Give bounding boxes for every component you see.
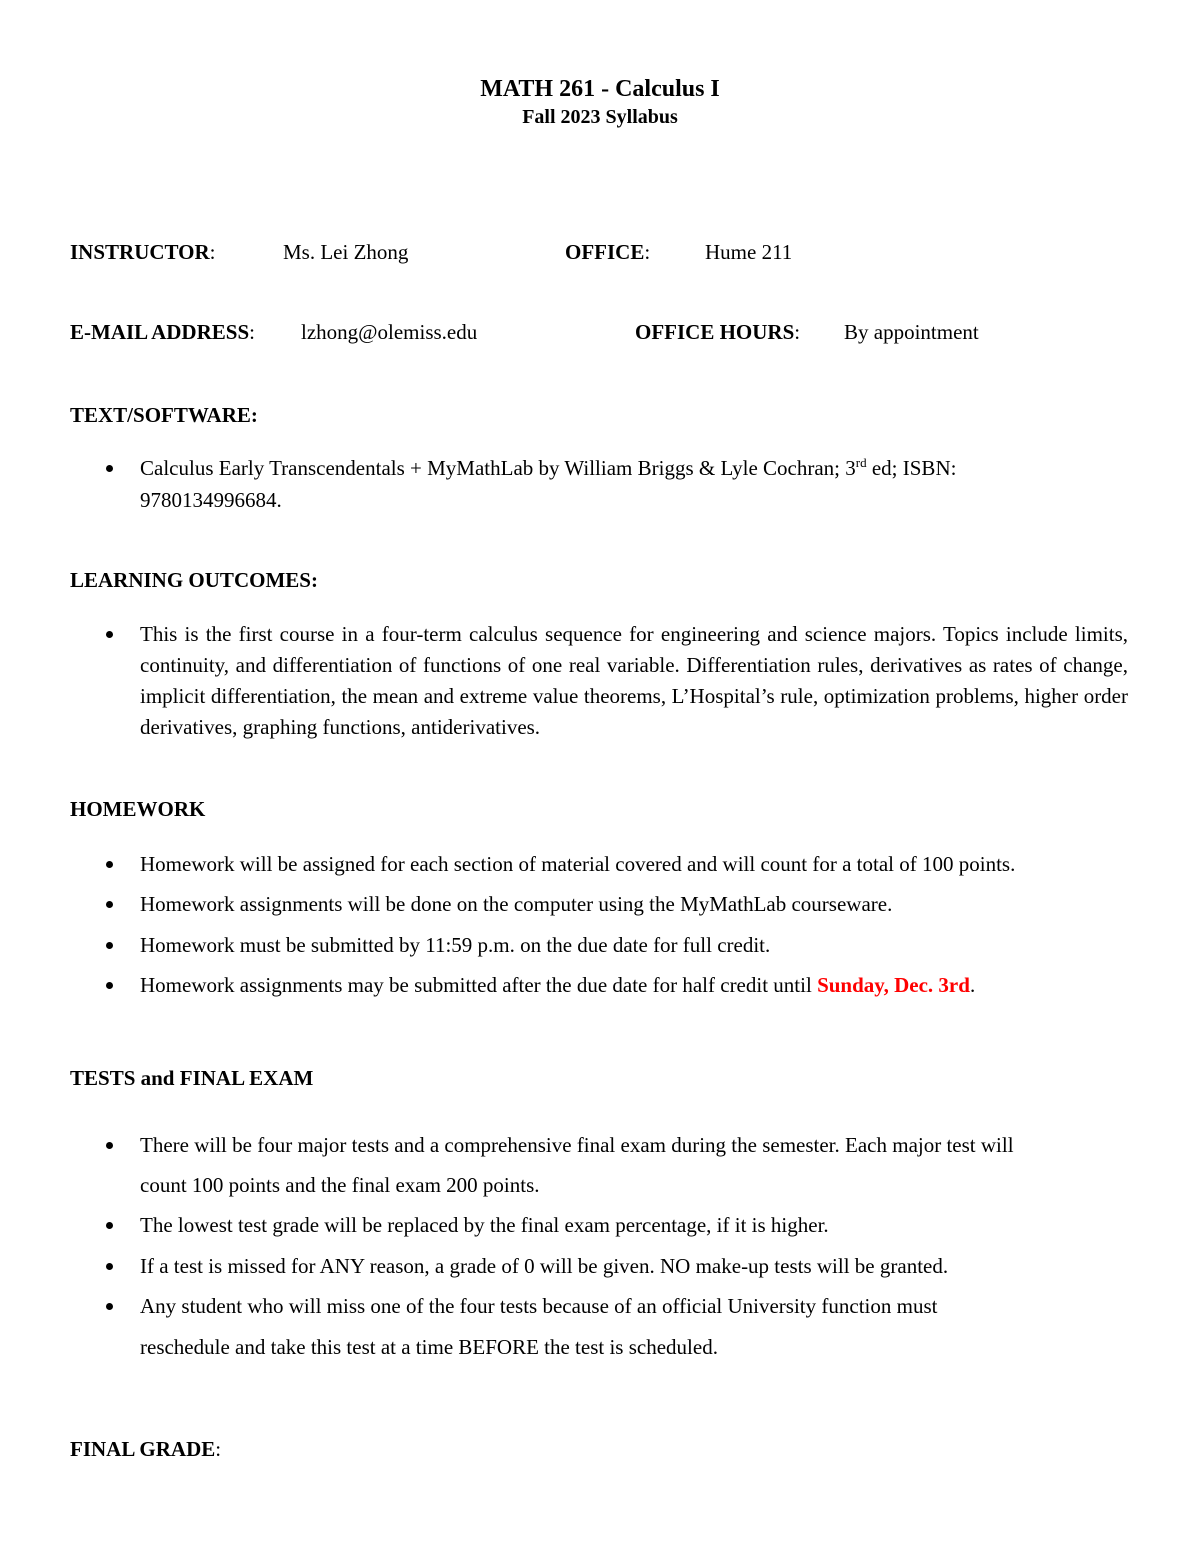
homework-heading: HOMEWORK: [70, 797, 206, 821]
bullet-icon: [106, 1263, 113, 1270]
textbook-isbn-label: ed; ISBN:: [866, 456, 957, 480]
textbook-text: Calculus Early Transcendentals + MyMathLab by William Briggs & Lyle Cochran; 3: [140, 456, 856, 480]
text-software-heading: TEXT/SOFTWARE:: [70, 403, 258, 427]
email-colon: :: [249, 320, 255, 344]
bullet-icon: [106, 1142, 113, 1149]
tests-item: reschedule and take this test at a time BEFORE the test is scheduled.: [140, 1335, 718, 1359]
instructor-label: INSTRUCTOR: [70, 240, 210, 264]
bullet-icon: [106, 982, 113, 989]
bullet-icon: [106, 465, 113, 472]
homework-item: Homework assignments will be done on the computer using the MyMathLab courseware.: [140, 892, 893, 916]
homework-item: Homework will be assigned for each section of material covered and will count for a total of 100 points.: [140, 852, 1016, 876]
office-value: Hume 211: [705, 240, 793, 264]
homework-item: [140, 975, 975, 996]
tests-item: There will be four major tests and a comprehensive final exam during the semester. Each major test will: [140, 1133, 1014, 1157]
instructor-colon: :: [209, 240, 216, 264]
late-policy-period: .: [969, 973, 976, 997]
bullet-icon: [106, 1222, 113, 1229]
instructor-value: Ms. Lei Zhong: [283, 240, 409, 264]
page-subtitle: Fall 2023 Syllabus: [522, 106, 678, 128]
final-grade-colon: :: [215, 1437, 222, 1461]
page-title: MATH 261 - Calculus I: [480, 76, 720, 102]
email-value: lzhong@olemiss.edu: [301, 320, 478, 344]
tests-item: The lowest test grade will be replaced by the final exam percentage, if it is higher.: [140, 1213, 829, 1237]
tests-item: count 100 points and the final exam 200 points.: [140, 1173, 540, 1197]
office-hours-value: By appointment: [844, 320, 979, 344]
bullet-icon: [106, 1303, 113, 1310]
final-grade-heading: FINAL GRADE: [70, 1437, 216, 1461]
textbook-isbn: 9780134996684.: [140, 488, 282, 512]
office-label: OFFICE: [565, 240, 645, 264]
office-colon: :: [644, 240, 651, 264]
bullet-icon: [106, 942, 113, 949]
office-hours-row: [635, 322, 800, 343]
tests-item: Any student who will miss one of the four tests because of an official University function must: [140, 1294, 938, 1318]
bullet-icon: [106, 861, 113, 868]
late-deadline: Sunday, Dec. 3rd: [817, 973, 970, 997]
late-policy-text: Homework assignments may be submitted after the due date for half credit until: [140, 973, 818, 997]
textbook-line1: [140, 455, 957, 480]
tests-item: If a test is missed for ANY reason, a grade of 0 will be given. NO make-up tests will be granted.: [140, 1254, 949, 1278]
office-hours-label: OFFICE HOURS: [635, 320, 795, 344]
final-grade-row: [70, 1439, 221, 1460]
email-row: [70, 322, 255, 343]
instructor-row: [70, 242, 216, 263]
homework-item: Homework must be submitted by 11:59 p.m. on the due date for full credit.: [140, 933, 771, 957]
learning-outcomes-heading: LEARNING OUTCOMES:: [70, 568, 318, 592]
bullet-icon: [106, 901, 113, 908]
office-row: [565, 242, 650, 263]
tests-heading: TESTS and FINAL EXAM: [70, 1066, 314, 1090]
email-label: E-MAIL ADDRESS: [70, 320, 250, 344]
office-hours-colon: :: [794, 320, 801, 344]
learning-outcomes-text: This is the first course in a four-term calculus sequence for engineering and science majors. Topics include limits, continuity, and differentiation of functions of one real variable. Differentiation rules, derivatives as rates of change, implicit differentiation, the mean and extreme value theorems, L’Hospital’s rule, optimization problems, higher order derivatives, graphing functions, antiderivatives.: [140, 622, 1128, 739]
textbook-edition-sup: rd: [855, 455, 867, 470]
bullet-icon: [106, 631, 113, 638]
